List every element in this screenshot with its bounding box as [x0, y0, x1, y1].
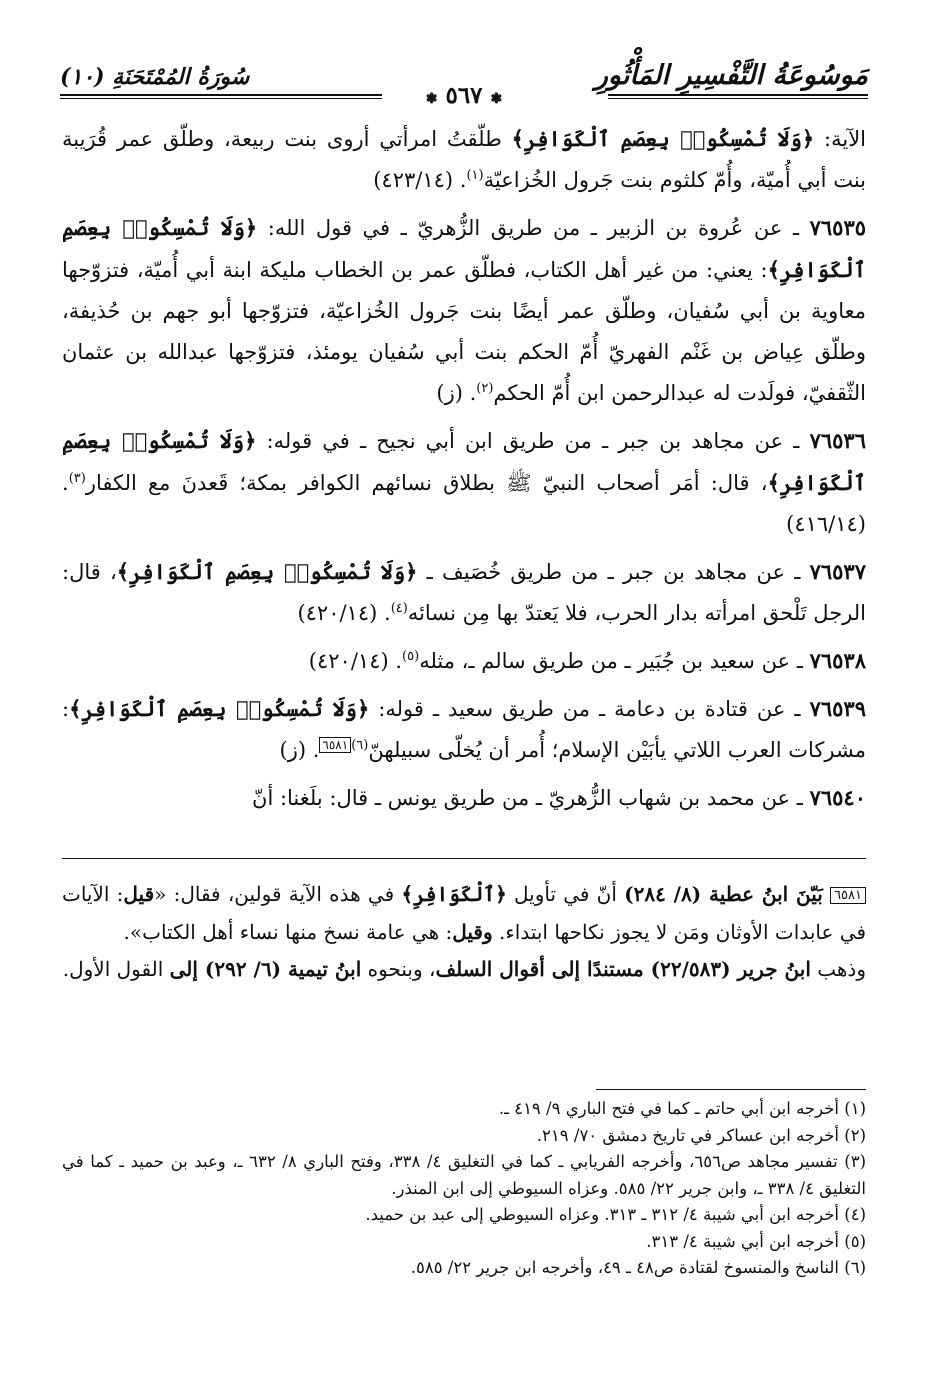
quran-quote: ﴿وَلَا تُمْسِكُوا۟ بِعِصَمِ ٱلْكَوَافِرِ﴾: [116, 559, 418, 584]
volume-reference: (٤٢٣/١٤): [373, 168, 454, 192]
narration-text: . (ز): [436, 381, 477, 405]
narration-entry: [62, 551, 866, 634]
footnote: (٢) أخرجه ابن عساكر في تاريخ دمشق ٧٠/ ٢١٩.: [536, 1125, 866, 1145]
commentary-emphasis: ﴿ٱلْكَوَافِرِ﴾: [401, 882, 507, 906]
header-rule: [60, 84, 868, 108]
narration-number: ٧٦٥٤٠: [809, 785, 866, 810]
narration-number: ٧٦٥٣٨: [809, 648, 866, 673]
narration-entry: [62, 688, 866, 771]
header-rule-left: [60, 94, 382, 99]
narration-text: ـ عن عُروة بن الزبير ـ من طريق الزُّهريّ ـ في قول الله:: [257, 216, 810, 240]
footnote-rule: [596, 1089, 866, 1090]
volume-reference: (٤٢٠/١٤): [297, 601, 378, 625]
footnote-marker: (٣): [68, 471, 86, 486]
commentary-text: القول الأول.: [62, 957, 170, 981]
footnote-marker: (٦): [351, 738, 369, 753]
commentary-text: : هي عامة نسخ منها نساء أهل الكتاب».: [123, 920, 453, 944]
commentary-note: [62, 876, 866, 988]
quran-quote: ﴿وَلَا تُمْسِكُوا۟ بِعِصَمِ ٱلْكَوَافِرِ﴾: [69, 696, 370, 721]
narration-text: ـ عن مجاهد بن جبر ـ من طريق خُصَيف ـ: [417, 560, 810, 584]
quran-quote: ﴿وَلَا تُمْسِكُوا۟ بِعِصَمِ ٱلْكَوَافِرِ﴾: [511, 126, 815, 151]
narration-text: .: [388, 649, 403, 673]
commentary-text: في هذه الآية قولين، فقال: «: [154, 882, 402, 906]
commentary-separator: [62, 858, 866, 859]
footnote-marker: (٥): [402, 649, 420, 664]
narration-text: : مشركات العرب اللاتي يأبَيْن الإسلام؛ أُمر أن يُخلّى سبيلهنّ: [62, 697, 866, 762]
volume-reference: (٤٢٠/١٤): [308, 649, 389, 673]
commentary-emphasis: ابنُ تيمية (٦/ ٢٩٢) إلى: [169, 957, 362, 981]
narration-entry: [62, 640, 866, 682]
narration-text: : يعني: من غير أهل الكتاب، فطلّق عمر بن الخطاب مليكة ابنة أبي أُميّة، فتزوّجها معاوية بن أبي سُفيان، وطلّق عمر أيضًا بنت جَرول الخُزاعيّة، فتزوّجها أبو جهم بن حُذيفة، وطلّق عِياض بن غَنْم الفهريّ أُمّ الحكم بنت أبي سُفيان يومئذ، فتزوّجها عبدالله بن عثمان الثّقفيّ، فولَدت له عبدالرحمن ابن أُمّ الحكم: [62, 258, 866, 405]
narration-text: ـ عن سعيد بن جُبَير ـ من طريق سالم ـ، مثله: [419, 649, 810, 673]
commentary-emphasis: قيل: [123, 882, 155, 906]
commentary-reference-box: ٦٥٨١: [319, 737, 351, 753]
narration-text: ، قال: أمَر أصحاب النبيّ ﷺ بطلاق نسائهم الكوافر بمكة؛ قَعدنَ مع الكفار: [85, 471, 768, 495]
commentary-text: ، وبنحوه: [361, 957, 436, 981]
narration-text: ـ عن مجاهد بن جبر ـ من طريق ابن أبي نجيح ـ في قوله:: [256, 429, 810, 453]
footnote: (٦) الناسخ والمنسوخ لقتادة ص٤٨ ـ ٤٩، وأخرجه ابن جرير ٢٢/ ٥٨٥.: [410, 1258, 866, 1277]
narration-text: .: [62, 471, 69, 495]
narration-text: .: [377, 601, 391, 625]
commentary-number-box: ٦٥٨١: [830, 887, 866, 904]
footnote: (٤) أخرجه ابن أبي شيبة ٤/ ٣١٢ ـ ٣١٣. وعزاه السيوطي إلى عبد بن حميد.: [365, 1205, 866, 1224]
narration-number: ٧٦٥٣٥: [809, 215, 867, 240]
narration-text: ـ عن قتادة بن دعامة ـ من طريق سعيد ـ قوله:: [369, 697, 810, 721]
footnotes: [62, 1096, 866, 1282]
narration-entry: [62, 207, 866, 414]
ornament-icon: ❃: [490, 91, 503, 107]
narration-text: ـ عن محمد بن شهاب الزُّهريّ ـ من طريق يونس ـ قال: بلَغنا: أنّ: [252, 786, 810, 810]
commentary-text: : الآيات في عابدات الأوثان ومَن لا يجوز نكاحها ابتداء.: [62, 882, 866, 944]
narration-number: ٧٦٥٣٧: [809, 559, 866, 584]
footnote: (٥) أخرجه ابن أبي شيبة ٤/ ٣١٣.: [646, 1231, 866, 1251]
footnote-marker: (٢): [476, 381, 494, 396]
narration-entry: [62, 118, 866, 201]
commentary-emphasis: ابنُ جرير (٢٢/٥٨٣) مستندًا إلى أقوال السلف: [435, 957, 811, 981]
footnote: (٣) تفسير مجاهد ص٦٥٦، وأخرجه الفريابي ـ كما في التغليق ٤/ ٣٣٨، وفتح الباري ٨/ ٦٣٢ ـ، وعبد بن حميد ـ كما في التغليق ٤/ ٣٣٨ ـ، وابن جرير ٢٢/ ٥٨٥. وعزاه السيوطي إلى ابن المنذر.: [62, 1152, 866, 1198]
main-text: [62, 118, 866, 825]
quran-quote: ﴿وَلَا تُمْسِكُوا۟ بِعِصَمِ ٱلْكَوَافِرِ﴾: [62, 215, 866, 282]
footnote: (١) أخرجه ابن أبي حاتم ـ كما في فتح الباري ٩/ ٤١٩ ـ.: [498, 1099, 866, 1118]
commentary-text: أنّ في تأويل: [506, 882, 625, 906]
book-title: مَوسُوعَةُ التَّفْسِيرِ المَأْثُورِ: [594, 60, 868, 91]
narration-text: الآية:: [814, 127, 867, 151]
narration-text: .: [453, 168, 467, 192]
quran-quote: ﴿وَلَا تُمْسِكُوا۟ بِعِصَمِ ٱلْكَوَافِرِ﴾: [62, 428, 866, 495]
narration-text: طلّقتُ امرأتي أروى بنت ربيعة، وطلّق عمر قُرَيبة بنت أبي أُميّة، وأُمّ كلثوم بنت جَرول الخُزاعيّة: [62, 127, 866, 192]
narration-number: ٧٦٥٣٦: [809, 428, 866, 453]
page-number: ٥٦٧: [445, 82, 483, 109]
volume-reference: (٤١٦/١٤): [786, 512, 866, 536]
narration-entry: [62, 420, 866, 545]
surah-title: سُورَةُ المُمْتَحَنَةِ (١٠): [60, 64, 250, 90]
narration-entry: [62, 777, 866, 819]
header-rule-right: [608, 94, 868, 99]
page-number-block: [404, 84, 524, 111]
commentary-paragraph: [62, 951, 866, 988]
commentary-paragraph: [62, 876, 866, 951]
narration-text: . (ز): [279, 738, 320, 762]
ornament-icon: ❃: [425, 91, 438, 107]
narration-text: ، قال: الرجل تَلْحق امرأته بدار الحرب، فلا يَعتدّ بها مِن نسائه: [62, 560, 866, 625]
footnote-marker: (٤): [390, 601, 408, 616]
commentary-emphasis: بَيّنَ ابنُ عطية (٨/ ٢٨٤): [624, 882, 823, 906]
commentary-text: وذهب: [810, 957, 866, 981]
narration-number: ٧٦٥٣٩: [809, 696, 866, 721]
commentary-emphasis: وقيل: [452, 920, 493, 944]
footnote-marker: (١): [466, 168, 484, 183]
